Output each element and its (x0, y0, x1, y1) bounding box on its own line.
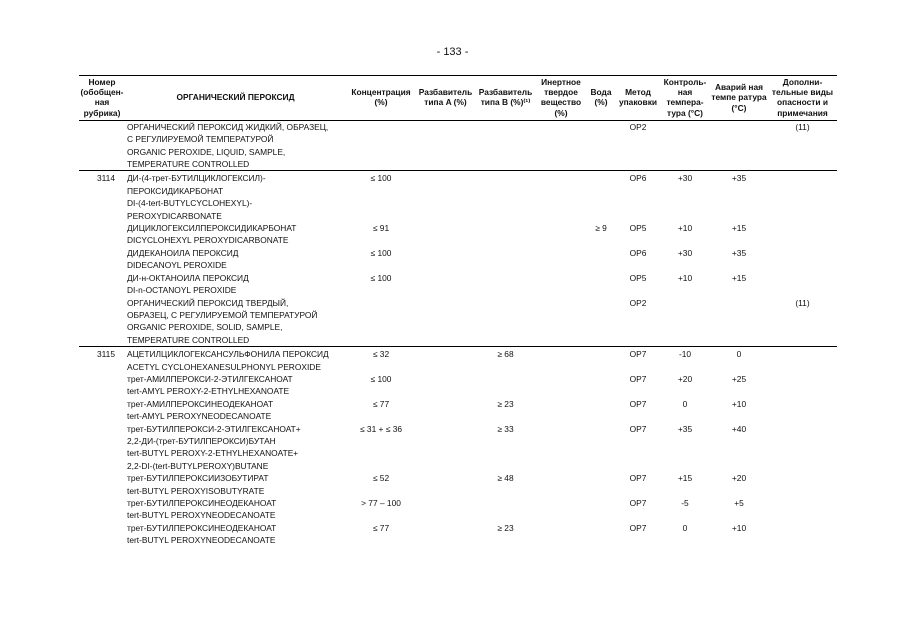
header-row (79, 76, 837, 121)
cell-number (79, 497, 125, 522)
cell-concentration (346, 120, 416, 171)
peroxide-name-line: tert-AMYL PEROXYNEODECANOATE (127, 411, 272, 422)
cell-control-temp: +20 (677, 373, 693, 384)
peroxide-name-line: TEMPERATURE CONTROLLED (127, 334, 250, 345)
cell-diluent-b (475, 247, 536, 272)
cell-peroxide-name (125, 347, 346, 373)
cell-hazards (768, 272, 837, 297)
cell-hazards (768, 423, 837, 473)
peroxide-name-line: трет-БУТИЛПЕРОКСИИЗОБУТИРАТ (127, 473, 269, 484)
table-row (79, 497, 837, 522)
cell-water (586, 522, 616, 547)
cell-peroxide-name (125, 171, 346, 222)
header-concentration: Концентрация (%) (346, 76, 416, 121)
cell-inert-solid (536, 222, 586, 247)
cell-hazards (768, 373, 837, 398)
cell-hazards (768, 497, 837, 522)
peroxide-name-line: ДИ-н-ОКТАНОИЛА ПЕРОКСИД (127, 272, 249, 283)
cell-water (586, 171, 616, 222)
cell-inert-solid (536, 247, 586, 272)
cell-diluent-b (475, 171, 536, 222)
cell-emergency-temp (710, 120, 768, 171)
cell-diluent-b: ≥ 33 (497, 423, 514, 434)
cell-peroxide-name (125, 373, 346, 398)
cell-concentration: ≤ 91 (372, 223, 390, 234)
peroxide-name-line: DI-n-OCTANOYL PEROXIDE (127, 285, 237, 296)
cell-diluent-b: ≥ 23 (497, 522, 514, 533)
cell-packing-method: OP5 (629, 272, 647, 283)
cell-peroxide-name (125, 423, 346, 473)
cell-concentration: ≤ 32 (346, 347, 416, 373)
cell-diluent-a (416, 472, 475, 497)
cell-inert-solid (536, 272, 586, 297)
cell-packing-method: OP2 (629, 297, 647, 308)
peroxide-name-line: трет-БУТИЛПЕРОКСИ-2-ЭТИЛГЕКСАНОАТ+ (127, 423, 301, 434)
cell-packing-method: OP7 (629, 423, 647, 434)
peroxide-name-line: ДИДЕКАНОИЛА ПЕРОКСИД (127, 247, 239, 258)
cell-number (79, 272, 125, 297)
cell-peroxide-name (125, 497, 346, 522)
cell-packing-method: OP7 (629, 473, 647, 484)
cell-diluent-a (416, 120, 475, 171)
cell-peroxide-name (125, 472, 346, 497)
table-row (79, 247, 837, 272)
table-row (79, 373, 837, 398)
cell-packing-method: OP7 (629, 398, 647, 409)
peroxide-name-line: трет-БУТИЛПЕРОКСИНЕОДЕКАНОАТ (127, 498, 277, 508)
peroxide-name-line: ПЕРОКСИДИКАРБОНАТ (127, 185, 224, 196)
cell-peroxide-name (125, 247, 346, 272)
peroxide-name-line: DICYCLOHEXYL PEROXYDICARBONATE (127, 235, 289, 246)
header-peroxide: ОРГАНИЧЕСКИЙ ПЕРОКСИД (125, 76, 346, 121)
cell-diluent-b (475, 497, 536, 522)
cell-water (586, 247, 616, 272)
cell-control-temp: -10 (660, 347, 710, 373)
cell-water (586, 423, 616, 473)
cell-inert-solid (536, 297, 586, 347)
cell-diluent-a (416, 423, 475, 473)
organic-peroxides-table (79, 75, 837, 547)
cell-emergency-temp: +35 (710, 171, 768, 222)
cell-emergency-temp: +10 (731, 398, 747, 409)
cell-peroxide-name (125, 272, 346, 297)
cell-diluent-b (475, 373, 536, 398)
cell-diluent-a (416, 247, 475, 272)
cell-control-temp (660, 297, 710, 347)
peroxide-name-line: ДИЦИКЛОГЕКСИЛПЕРОКСИДИКАРБОНАТ (127, 223, 297, 234)
cell-control-temp: +30 (677, 247, 693, 258)
peroxide-name-line: tert-BUTYL PEROXYISOBUTYRATE (127, 485, 265, 496)
peroxide-name-line: DI-(4-tert-BUTYLCYCLOHEXYL)- (127, 198, 253, 209)
cell-packing-method: OP2 (629, 121, 647, 132)
cell-inert-solid (536, 423, 586, 473)
cell-peroxide-name (125, 398, 346, 423)
cell-concentration: > 77 – 100 (361, 498, 401, 508)
peroxide-name-line: ОРГАНИЧЕСКИЙ ПЕРОКСИД ТВЕРДЫЙ, (127, 297, 289, 308)
peroxide-name-line: tert-AMYL PEROXY-2-ETHYLHEXANOATE (127, 386, 290, 397)
cell-water: ≥ 9 (595, 223, 607, 234)
peroxide-name-line: ACETYL CYCLOHEXANESULPHONYL PEROXIDE (127, 361, 321, 372)
cell-concentration: ≤ 77 (372, 522, 390, 533)
cell-number: 3114 (79, 171, 125, 222)
cell-control-temp (660, 120, 710, 171)
peroxide-name-line: С РЕГУЛИРУЕМОЙ ТЕМПЕРАТУРОЙ (127, 134, 274, 145)
header-water: Вода (%) (586, 76, 616, 121)
peroxide-name-line: ДИ-(4-трет-БУТИЛЦИКЛОГЕКСИЛ)- (127, 173, 266, 184)
peroxide-name-line: tert-BUTYL PEROXY-2-ETHYLHEXANOATE+ (127, 448, 299, 459)
cell-hazards: (11) (795, 121, 810, 132)
cell-diluent-b (475, 222, 536, 247)
cell-diluent-b (475, 297, 536, 347)
cell-water (586, 497, 616, 522)
cell-hazards (768, 222, 837, 247)
peroxide-name-line: PEROXYDICARBONATE (127, 210, 222, 221)
table-row (79, 472, 837, 497)
peroxide-name-line: ОБРАЗЕЦ, С РЕГУЛИРУЕМОЙ ТЕМПЕРАТУРОЙ (127, 309, 318, 320)
table-row (79, 347, 837, 373)
cell-water (586, 373, 616, 398)
cell-control-temp: +35 (677, 423, 693, 434)
cell-packing-method: OP7 (616, 347, 660, 373)
cell-concentration: ≤ 31 + ≤ 36 (359, 423, 403, 434)
cell-diluent-a (416, 272, 475, 297)
cell-concentration (346, 297, 416, 347)
cell-concentration: ≤ 100 (370, 272, 392, 283)
cell-inert-solid (536, 497, 586, 522)
cell-control-temp: -5 (681, 498, 689, 508)
table-row (79, 171, 837, 222)
peroxide-name-line: tert-BUTYL PEROXYNEODECANOATE (127, 510, 276, 521)
header-emergency-temp: Аварий ная темпе ратура (°C) (710, 76, 768, 121)
cell-diluent-a (416, 497, 475, 522)
table-row (79, 120, 837, 171)
cell-hazards (768, 472, 837, 497)
cell-peroxide-name (125, 297, 346, 347)
cell-hazards: (11) (795, 297, 810, 308)
table-row (79, 398, 837, 423)
cell-hazards (768, 522, 837, 547)
cell-control-temp: +15 (677, 473, 693, 484)
cell-diluent-b: ≥ 23 (497, 398, 514, 409)
cell-number (79, 472, 125, 497)
cell-control-temp: 0 (682, 522, 688, 533)
table-row (79, 297, 837, 347)
peroxide-name-line: трет-АМИЛПЕРОКСИ-2-ЭТИЛГЕКСАНОАТ (127, 373, 293, 384)
peroxide-name-line: tert-BUTYL PEROXYNEODECANOATE (127, 535, 276, 546)
cell-packing-method: OP6 (629, 247, 647, 258)
cell-inert-solid (536, 472, 586, 497)
cell-water (586, 472, 616, 497)
header-control-temp: Контроль-ная темпера-тура (°C) (660, 76, 710, 121)
table-body (79, 120, 837, 546)
cell-concentration: ≤ 100 (370, 373, 392, 384)
cell-emergency-temp: +15 (731, 272, 747, 283)
cell-diluent-a (416, 347, 475, 373)
table-row (79, 222, 837, 247)
cell-emergency-temp (710, 297, 768, 347)
cell-diluent-b (475, 120, 536, 171)
cell-diluent-b (475, 272, 536, 297)
cell-peroxide-name (125, 522, 346, 547)
header-diluent-a: Разбавитель типа A (%) (416, 76, 475, 121)
peroxide-name-line: 2,2-DI-(tert-BUTYLPEROXY)BUTANE (127, 460, 269, 471)
cell-number (79, 522, 125, 547)
cell-control-temp: +10 (677, 272, 693, 283)
cell-hazards (768, 247, 837, 272)
cell-water (586, 120, 616, 171)
cell-diluent-a (416, 522, 475, 547)
cell-packing-method: OP6 (616, 171, 660, 222)
cell-diluent-a (416, 398, 475, 423)
cell-concentration: ≤ 100 (346, 171, 416, 222)
cell-number (79, 222, 125, 247)
cell-concentration: ≤ 52 (372, 473, 390, 484)
cell-packing-method: OP7 (629, 373, 647, 384)
cell-hazards (768, 347, 837, 373)
peroxide-name-line: DIDECANOYL PEROXIDE (127, 260, 227, 271)
header-diluent-b: Разбавитель типа B (%)⁽¹⁾ (475, 76, 536, 121)
header-hazards: Дополни-тельные виды опасности и примечания (768, 76, 837, 121)
peroxide-name-line: ORGANIC PEROXIDE, LIQUID, SAMPLE, (127, 146, 286, 157)
cell-diluent-a (416, 222, 475, 247)
peroxide-name-line: TEMPERATURE CONTROLLED (127, 159, 250, 170)
cell-number: 3115 (79, 347, 125, 373)
cell-inert-solid (536, 120, 586, 171)
cell-inert-solid (536, 522, 586, 547)
cell-packing-method: OP7 (629, 522, 647, 533)
cell-number (79, 297, 125, 347)
table-row (79, 272, 837, 297)
cell-concentration: ≤ 100 (370, 247, 392, 258)
cell-diluent-a (416, 297, 475, 347)
cell-number (79, 120, 125, 171)
cell-water (586, 272, 616, 297)
cell-emergency-temp: +20 (731, 473, 747, 484)
cell-emergency-temp: +15 (731, 223, 747, 234)
cell-emergency-temp: +35 (731, 247, 747, 258)
cell-water (586, 297, 616, 347)
cell-control-temp: 0 (682, 398, 688, 409)
cell-control-temp: +30 (660, 171, 710, 222)
cell-control-temp: +10 (677, 223, 693, 234)
peroxide-name-line: трет-БУТИЛПЕРОКСИНЕОДЕКАНОАТ (127, 522, 277, 533)
cell-peroxide-name (125, 222, 346, 247)
cell-concentration: ≤ 77 (372, 398, 390, 409)
cell-emergency-temp: 0 (710, 347, 768, 373)
peroxide-name-line: трет-АМИЛПЕРОКСИНЕОДЕКАНОАТ (127, 398, 274, 409)
cell-emergency-temp: +40 (731, 423, 747, 434)
cell-number (79, 423, 125, 473)
table-row (79, 522, 837, 547)
cell-hazards (768, 398, 837, 423)
page-number: - 133 - (436, 46, 469, 58)
cell-hazards (768, 171, 837, 222)
cell-inert-solid (536, 373, 586, 398)
cell-diluent-b: ≥ 68 (475, 347, 536, 373)
cell-emergency-temp: +5 (734, 498, 744, 508)
cell-packing-method: OP7 (629, 498, 647, 508)
header-packing-method: Метод упаковки (616, 76, 660, 121)
cell-number (79, 247, 125, 272)
cell-diluent-b: ≥ 48 (497, 473, 514, 484)
cell-peroxide-name (125, 120, 346, 171)
peroxide-name-line: АЦЕТИЛЦИКЛОГЕКСАНСУЛЬФОНИЛА ПЕРОКСИД (127, 349, 329, 360)
cell-inert-solid (536, 171, 586, 222)
peroxide-name-line: ОРГАНИЧЕСКИЙ ПЕРОКСИД ЖИДКИЙ, ОБРАЗЕЦ, (127, 121, 329, 132)
header-number: Номер (обобщен-ная рубрика) (79, 76, 125, 121)
table-row (79, 423, 837, 473)
cell-diluent-a (416, 373, 475, 398)
cell-water (586, 398, 616, 423)
cell-packing-method: OP5 (629, 223, 647, 234)
cell-number (79, 373, 125, 398)
header-inert-solid: Инертное твердое вещество (%) (536, 76, 586, 121)
cell-emergency-temp: +25 (731, 373, 747, 384)
cell-number (79, 398, 125, 423)
peroxide-name-line: ORGANIC PEROXIDE, SOLID, SAMPLE, (127, 322, 283, 333)
cell-water (586, 347, 616, 373)
cell-inert-solid (536, 398, 586, 423)
cell-diluent-a (416, 171, 475, 222)
cell-inert-solid (536, 347, 586, 373)
peroxide-name-line: 2,2-ДИ-(трет-БУТИЛПЕРОКСИ)БУТАН (127, 435, 276, 446)
cell-emergency-temp: +10 (731, 522, 747, 533)
